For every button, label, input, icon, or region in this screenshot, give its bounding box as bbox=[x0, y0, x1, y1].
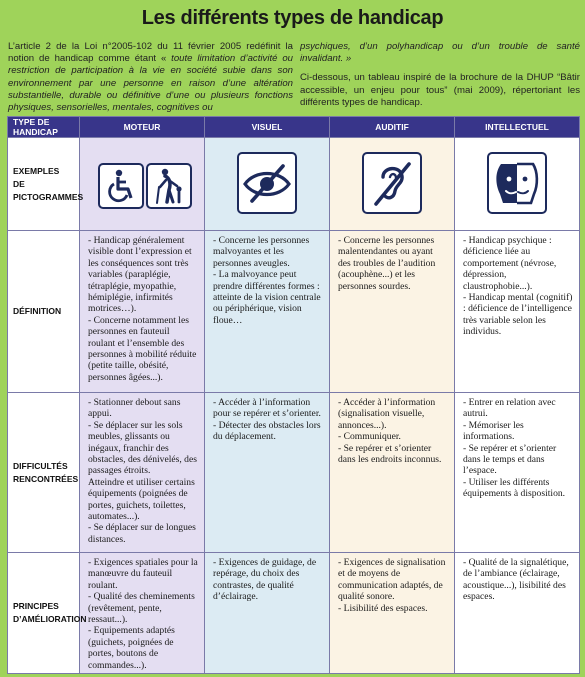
cell-principes-auditif bbox=[330, 553, 455, 674]
cell-picto-moteur bbox=[80, 138, 205, 231]
cell-difficultes-intellectuel bbox=[455, 393, 580, 553]
definition-auditif-text: - Concerne les personnes malentendantes ou ayant des troubles de l’audition (acouphène...) et les personnes sourdes. bbox=[338, 235, 436, 292]
elderly-person-icon bbox=[146, 163, 192, 209]
row-label-difficultes: DIFFICULTÉS RENCONTRÉES bbox=[8, 393, 80, 553]
row-label-definition: DÉFINITION bbox=[8, 231, 80, 393]
definition-intellectuel-text: - Handicap psychique : déficience liée au comportement (névrose, dépression, claustrophobie...). - Handicap mental (cognitif) : déficience de l’intelligence très variable selon les individus. bbox=[463, 235, 573, 338]
difficultes-visuel-text: - Accéder à l’information pour se repérer et s’orienter. - Détecter des obstacles lors du déplacement. bbox=[213, 397, 321, 443]
definition-visuel-text: - Concerne les personnes malvoyantes et les personnes aveugles. - La malvoyance peut prendre différentes formes : atteinte de la vision centrale ou périphérique, vision floue… bbox=[213, 235, 321, 326]
definition-moteur-text: - Handicap généralement visible dont l’expression et les conséquences sont très variables (paraplégie, tétraplégie, myopathie, hémiplégie, infirmités motrices…). - Concerne notamment les personnes en fauteuil roulant et l’ensemble des personnes à mobilité réduite (petite taille, obésité, personnes âgées...). bbox=[88, 235, 197, 383]
intellectual-disability-icon bbox=[487, 152, 547, 214]
header-moteur: MOTEUR bbox=[80, 117, 205, 138]
wheelchair-icon bbox=[98, 163, 144, 209]
cell-picto-auditif bbox=[330, 138, 455, 231]
intro-quote: toute limitation d’activité ou restriction de participation à la vie en société subie dans son environnement par une personne en raison d’une altération substantielle, durable ou définitive d’une ou plusieurs fonctions physiques, sensorielles, mentales, cognitives ou bbox=[8, 53, 294, 114]
table-row-difficultes bbox=[8, 393, 580, 553]
cell-definition-moteur bbox=[80, 231, 205, 393]
intro-right-text bbox=[300, 41, 580, 109]
page-title: Les différents types de handicap bbox=[141, 7, 444, 29]
intro-left-text bbox=[8, 41, 293, 114]
handicap-table bbox=[7, 116, 580, 674]
cell-difficultes-moteur bbox=[80, 393, 205, 553]
header-type: TYPE DE HANDICAP bbox=[8, 117, 80, 138]
principes-auditif-text: - Exigences de signalisation et de moyens de communication adaptés, de qualité sonore. - Lisibilité des espaces. bbox=[338, 557, 446, 614]
difficultes-moteur-text: - Stationner debout sans appui. - Se déplacer sur les sols meubles, glissants ou inégaux, franchir des obstacles, des dénivelés, des passages étroits. Atteindre et utiliser certains équipements (poignées de portes, guichets, toilettes, automates...). - Se déplacer sur de longues distances. bbox=[88, 397, 197, 545]
cell-principes-moteur bbox=[80, 553, 205, 674]
intro-source-text: Ci-dessous, un tableau inspiré de la brochure de la DHUP “Bâtir accessible, un enjeu pour tous” (mai 2009), répertoriant les différents types de handicap. bbox=[300, 72, 580, 108]
intro-text: L’article 2 de la Loi n°2005-102 du 11 février 2005 redéfinit la notion de handicap comme étant « bbox=[8, 41, 293, 65]
principes-intellectuel-text: - Qualité de la signalétique, de l’ambiance (éclairage, acoustique...), lisibilité des espaces. bbox=[463, 557, 569, 603]
row-label-principes: PRINCIPES D’AMÉLIORATION bbox=[8, 553, 80, 674]
header-intellectuel: INTELLECTUEL bbox=[455, 117, 580, 138]
cell-principes-visuel bbox=[205, 553, 330, 674]
table-row-principes bbox=[8, 553, 580, 674]
table-row-definition bbox=[8, 231, 580, 393]
principes-visuel-text: - Exigences de guidage, de repérage, du choix des contrastes, de qualité d’éclairage. bbox=[213, 557, 317, 603]
header-visuel: VISUEL bbox=[205, 117, 330, 138]
cell-definition-intellectuel bbox=[455, 231, 580, 393]
table-header-row bbox=[8, 117, 580, 138]
cell-picto-intellectuel bbox=[455, 138, 580, 231]
difficultes-intellectuel-text: - Entrer en relation avec autrui. - Mémoriser les informations. - Se repérer et s’orienter dans le temps et dans l’espace. - Utiliser les différents équipements à disposition. bbox=[463, 397, 566, 500]
cell-definition-auditif bbox=[330, 231, 455, 393]
intro-quote-end: psychiques, d’un polyhandicap ou d’un trouble de santé invalidant. » bbox=[300, 41, 580, 65]
cell-difficultes-visuel bbox=[205, 393, 330, 553]
cell-principes-intellectuel bbox=[455, 553, 580, 674]
table-row-pictogrammes bbox=[8, 138, 580, 231]
cell-picto-visuel bbox=[205, 138, 330, 231]
row-label-pictogrammes: EXEMPLES DE PICTOGRAMMES bbox=[8, 138, 80, 231]
cell-definition-visuel bbox=[205, 231, 330, 393]
visual-impairment-icon bbox=[237, 152, 297, 214]
header-auditif: AUDITIF bbox=[330, 117, 455, 138]
hearing-impairment-icon bbox=[362, 152, 422, 214]
difficultes-auditif-text: - Accéder à l’information (signalisation visuelle, annonces...). - Communiquer. - Se repérer et s’orienter dans les endroits inconnus. bbox=[338, 397, 442, 466]
cell-difficultes-auditif bbox=[330, 393, 455, 553]
principes-moteur-text: - Exigences spatiales pour la manœuvre du fauteuil roulant. - Qualité des cheminements (revêtement, pente, ressaut...). - Equipements adaptés (guichets, poignées de portes, boutons de commandes...). bbox=[88, 557, 198, 671]
